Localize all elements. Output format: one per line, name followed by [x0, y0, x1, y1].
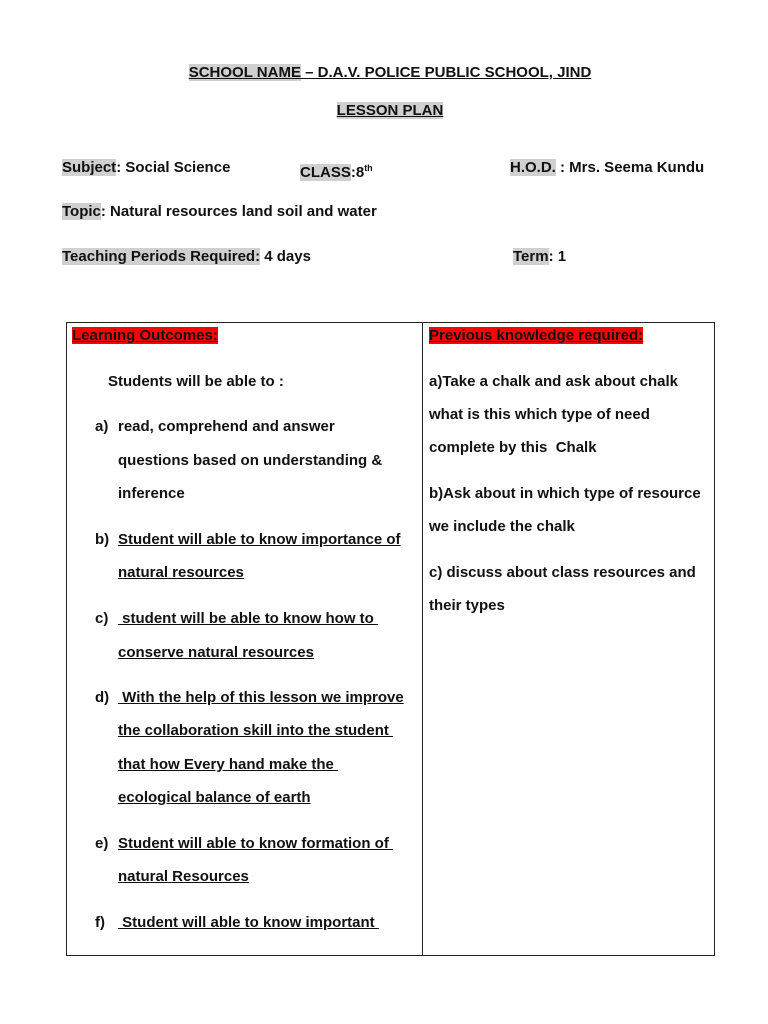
lesson-plan-title: LESSON PLAN	[336, 102, 444, 119]
class-value: :8	[350, 164, 365, 181]
outcome-d-marker: d)	[95, 689, 110, 706]
school-name-label: SCHOOL NAME	[188, 64, 301, 81]
class-label: CLASS	[300, 164, 351, 181]
previous-item-a-line: a)Take a chalk and ask about chalk	[429, 373, 678, 390]
outcome-b-line: Student will able to know importance of	[118, 531, 401, 548]
outcome-f-marker: f)	[95, 914, 105, 931]
outcome-e-line: Student will able to know formation of	[118, 835, 393, 852]
periods-label: Teaching Periods Required:	[62, 248, 261, 265]
outcome-e-marker: e)	[95, 835, 109, 852]
periods-field	[62, 246, 311, 268]
topic-field	[62, 201, 377, 223]
learning-outcomes-heading: Learning Outcomes:	[72, 327, 218, 344]
previous-item-c-line: their types	[429, 597, 505, 614]
outcome-c-marker: c)	[95, 610, 109, 627]
previous-knowledge-heading: Previous knowledge required:	[429, 327, 644, 344]
school-name-line	[0, 62, 768, 84]
outcome-a-line: inference	[118, 485, 185, 502]
previous-item-b-line: b)Ask about in which type of resource	[429, 485, 701, 502]
outcome-d-line: that how Every hand make the	[118, 756, 339, 773]
topic-value: : Natural resources land soil and water	[100, 203, 377, 220]
subject-value: : Social Science	[116, 159, 231, 176]
outcome-e-line: natural Resources	[118, 868, 249, 885]
hod-label: H.O.D.	[510, 159, 556, 176]
outcome-d-line: the collaboration skill into the student	[118, 722, 394, 739]
class-field	[300, 157, 373, 184]
previous-item-c-line: c) discuss about class resources and	[429, 564, 696, 581]
previous-knowledge-cell	[423, 323, 715, 956]
term-label: Term	[513, 248, 549, 265]
previous-item-a-line: complete by this Chalk	[429, 439, 597, 456]
lesson-table	[66, 322, 715, 956]
term-value: : 1	[548, 248, 567, 265]
outcome-f-line: Student will able to know important	[118, 914, 379, 931]
outcome-b-marker: b)	[95, 531, 110, 548]
outcome-c-line: conserve natural resources	[118, 644, 314, 661]
outcome-d-line: ecological balance of earth	[118, 789, 311, 806]
outcome-a-line: questions based on understanding &	[118, 452, 383, 469]
class-superscript: th	[364, 163, 373, 173]
outcome-a-line: read, comprehend and answer	[118, 418, 335, 435]
previous-item-b-line: we include the chalk	[429, 518, 575, 535]
subject-field	[62, 157, 230, 179]
hod-field	[510, 157, 704, 179]
learning-intro: Students will be able to :	[108, 373, 284, 390]
outcome-c-line: student will be able to know how to	[118, 610, 379, 627]
learning-outcomes-cell	[67, 323, 423, 956]
outcome-a-marker: a)	[95, 418, 109, 435]
periods-value: 4 days	[260, 248, 311, 265]
previous-item-a-line: what is this which type of need	[429, 406, 650, 423]
outcome-d-line: With the help of this lesson we improve	[118, 689, 404, 706]
outcome-b-line: natural resources	[118, 564, 244, 581]
school-name-value: – D.A.V. POLICE PUBLIC SCHOOL, JIND	[300, 64, 592, 81]
topic-label: Topic	[62, 203, 101, 220]
term-field	[513, 246, 566, 268]
subject-label: Subject	[62, 159, 117, 176]
hod-value: : Mrs. Seema Kundu	[555, 159, 705, 176]
